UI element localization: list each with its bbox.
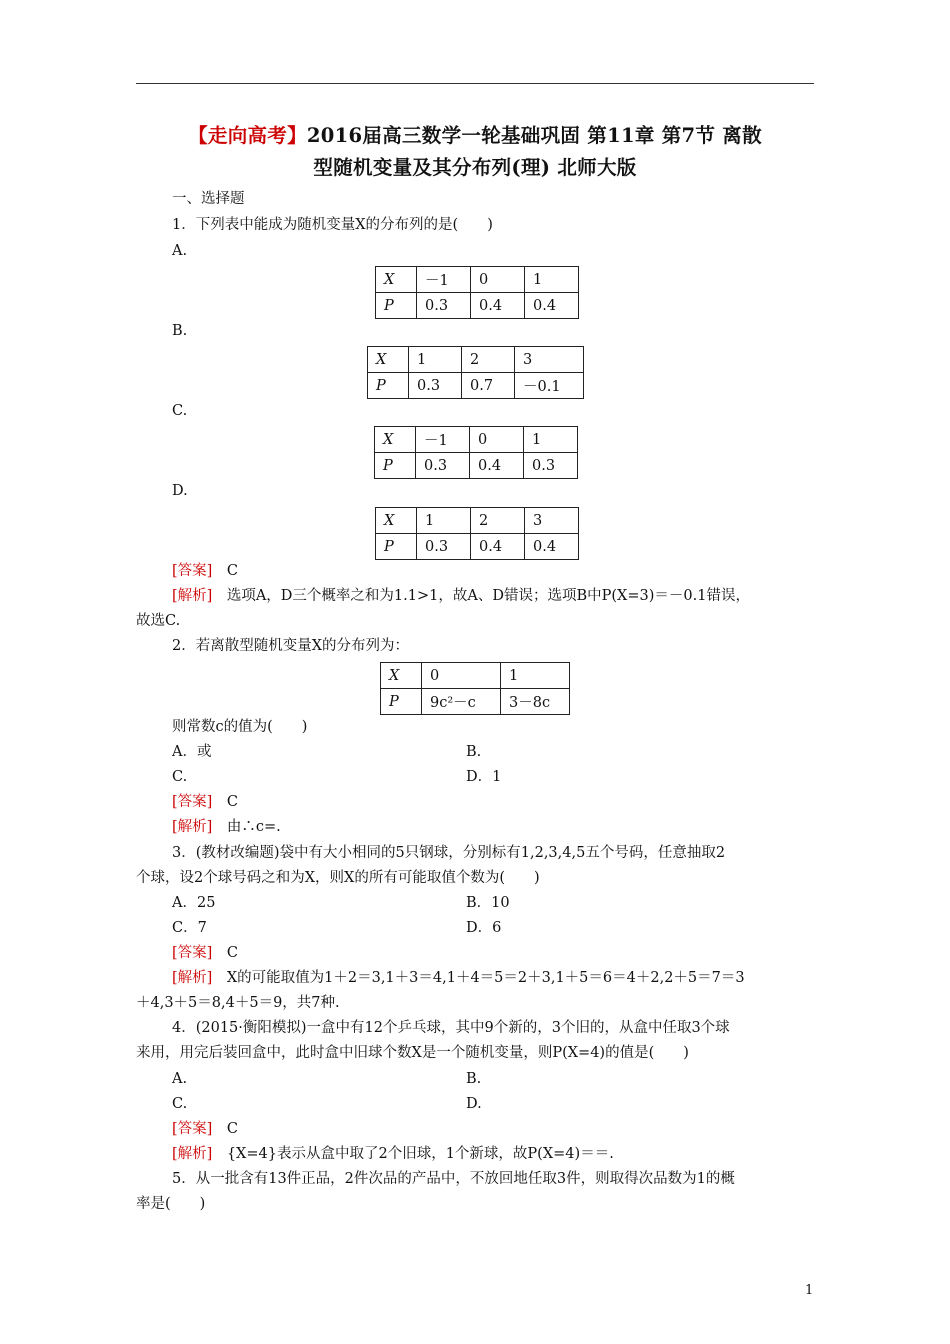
table-cell: 1 [524, 427, 578, 453]
analysis-tag: [解析] [172, 588, 213, 604]
table-cell: 0.4 [470, 453, 524, 479]
q3-answer [172, 943, 238, 963]
q2-option-d: D．1 [466, 769, 502, 785]
table-cell: P [381, 689, 422, 715]
q2-option-c: C. [172, 769, 188, 785]
q2-option-b: B. [466, 744, 482, 760]
answer-value: C [226, 1121, 238, 1137]
q5-stem-line-1: 5．从一批含有13件正品，2件次品的产品中，不放回地任取3件，则取得次品数为1的概 [172, 1171, 735, 1187]
q4-answer [172, 1119, 238, 1139]
header-rule [136, 83, 814, 84]
q3-analysis-line-2: ＋4,3＋5＝8,4＋5＝9，共7种. [136, 995, 340, 1011]
q1-analysis-line-2: 故选C. [136, 613, 181, 629]
answer-tag: [答案] [172, 563, 213, 579]
q4-option-d: D. [466, 1096, 482, 1112]
q3-stem-line-1: 3．(教材改编题)袋中有大小相同的5只钢球，分别标有1,2,3,4,5五个号码，任意抽取2 [172, 845, 726, 861]
q4-option-a: A. [172, 1071, 188, 1087]
table-cell: －1 [417, 267, 471, 293]
q3-stem-line-2: 个球，设2个球号码之和为X，则X的所有可能取值个数为( ) [136, 870, 540, 886]
table-cell: 0.4 [471, 293, 525, 319]
analysis-text: {X=4}表示从盒中取了2个旧球，1个新球，故P(X=4)＝＝. [226, 1146, 614, 1162]
table-cell: 0.7 [462, 373, 515, 399]
table-cell: 0.4 [525, 534, 579, 560]
q4-stem-line-2: 来用，用完后装回盒中，此时盒中旧球个数X是一个随机变量，则P(X=4)的值是( ) [136, 1045, 689, 1061]
table-cell: 0.3 [524, 453, 578, 479]
q3-option-d: D．6 [466, 920, 502, 936]
q2-stem: 2．若离散型随机变量X的分布列为： [172, 638, 410, 654]
q1-label-b: B. [172, 323, 188, 339]
answer-value: C [226, 945, 238, 961]
q1-label-a: A. [172, 243, 188, 259]
title-text: 2016届高三数学一轮基础巩固 第11章 第7节 离散 [306, 124, 762, 147]
answer-tag: [答案] [172, 794, 213, 810]
table-cell: 0 [471, 267, 525, 293]
q4-option-c: C. [172, 1096, 188, 1112]
q2-answer [172, 792, 238, 812]
q4-option-b: B. [466, 1071, 482, 1087]
table-cell: X [376, 267, 417, 293]
title-bracket: 【走向高考】 [188, 124, 307, 147]
table-cell: 9c²－c [422, 689, 501, 715]
table-cell: 0.3 [409, 373, 462, 399]
q1-answer [172, 561, 238, 581]
q4-analysis [172, 1144, 614, 1164]
table-cell: 0 [470, 427, 524, 453]
table-cell: 0 [422, 663, 501, 689]
table-cell: 0.3 [416, 453, 470, 479]
answer-tag: [答案] [172, 945, 213, 961]
q3-option-c: C．7 [172, 920, 207, 936]
answer-value: C [226, 563, 238, 579]
answer-value: C [226, 794, 238, 810]
q5-stem-line-2: 率是( ) [136, 1196, 206, 1212]
q3-analysis-line-1 [172, 968, 745, 988]
q1-table-d [375, 507, 579, 560]
document-title-line-1 [136, 121, 814, 151]
analysis-tag: [解析] [172, 819, 213, 835]
table-cell: P [376, 534, 417, 560]
table-cell: X [381, 663, 422, 689]
table-cell: 1 [501, 663, 570, 689]
q3-option-a: A．25 [172, 895, 216, 911]
table-cell: 1 [409, 347, 462, 373]
q1-table-a [375, 266, 579, 319]
table-cell: P [375, 453, 416, 479]
table-cell: P [376, 293, 417, 319]
q1-analysis-line-1 [172, 586, 750, 606]
table-cell: 3 [515, 347, 584, 373]
q1-stem: 1．下列表中能成为随机变量X的分布列的是( ) [172, 217, 493, 233]
table-cell: 0.3 [417, 293, 471, 319]
page-number: 1 [805, 1283, 814, 1298]
analysis-tag: [解析] [172, 1146, 213, 1162]
table-cell: －0.1 [515, 373, 584, 399]
table-cell: X [375, 427, 416, 453]
q1-table-c [374, 426, 578, 479]
table-cell: 3－8c [501, 689, 570, 715]
q1-label-c: C. [172, 403, 188, 419]
q2-question: 则常数c的值为( ) [172, 719, 308, 735]
q2-table [380, 662, 570, 715]
table-cell: 3 [525, 508, 579, 534]
table-cell: 0.3 [417, 534, 471, 560]
table-cell: 0.4 [525, 293, 579, 319]
analysis-text: 选项A，D三个概率之和为1.1>1，故A、D错误；选项B中P(X=3)＝－0.1错误， [226, 588, 750, 604]
q4-stem-line-1: 4．(2015·衡阳模拟)一盒中有12个乒乓球，其中9个新的，3个旧的，从盒中任取3个球 [172, 1020, 730, 1036]
q3-option-b: B．10 [466, 895, 510, 911]
table-cell: 1 [525, 267, 579, 293]
q2-option-a: A．或 [172, 744, 212, 760]
analysis-tag: [解析] [172, 970, 213, 986]
table-cell: X [376, 508, 417, 534]
section-heading: 一、选择题 [172, 191, 245, 207]
table-cell: X [368, 347, 409, 373]
table-cell: －1 [416, 427, 470, 453]
analysis-text: X的可能取值为1＋2＝3,1＋3＝4,1＋4＝5＝2＋3,1＋5＝6＝4＋2,2＋5＝7＝3 [226, 970, 745, 986]
answer-tag: [答案] [172, 1121, 213, 1137]
table-cell: 2 [471, 508, 525, 534]
q2-analysis [172, 817, 281, 837]
table-cell: 1 [417, 508, 471, 534]
table-cell: 0.4 [471, 534, 525, 560]
analysis-text: 由∴c=. [226, 819, 281, 835]
q1-table-b [367, 346, 584, 399]
q1-label-d: D. [172, 483, 188, 499]
table-cell: P [368, 373, 409, 399]
document-title-line-2: 型随机变量及其分布列(理) 北师大版 [313, 156, 637, 179]
table-cell: 2 [462, 347, 515, 373]
